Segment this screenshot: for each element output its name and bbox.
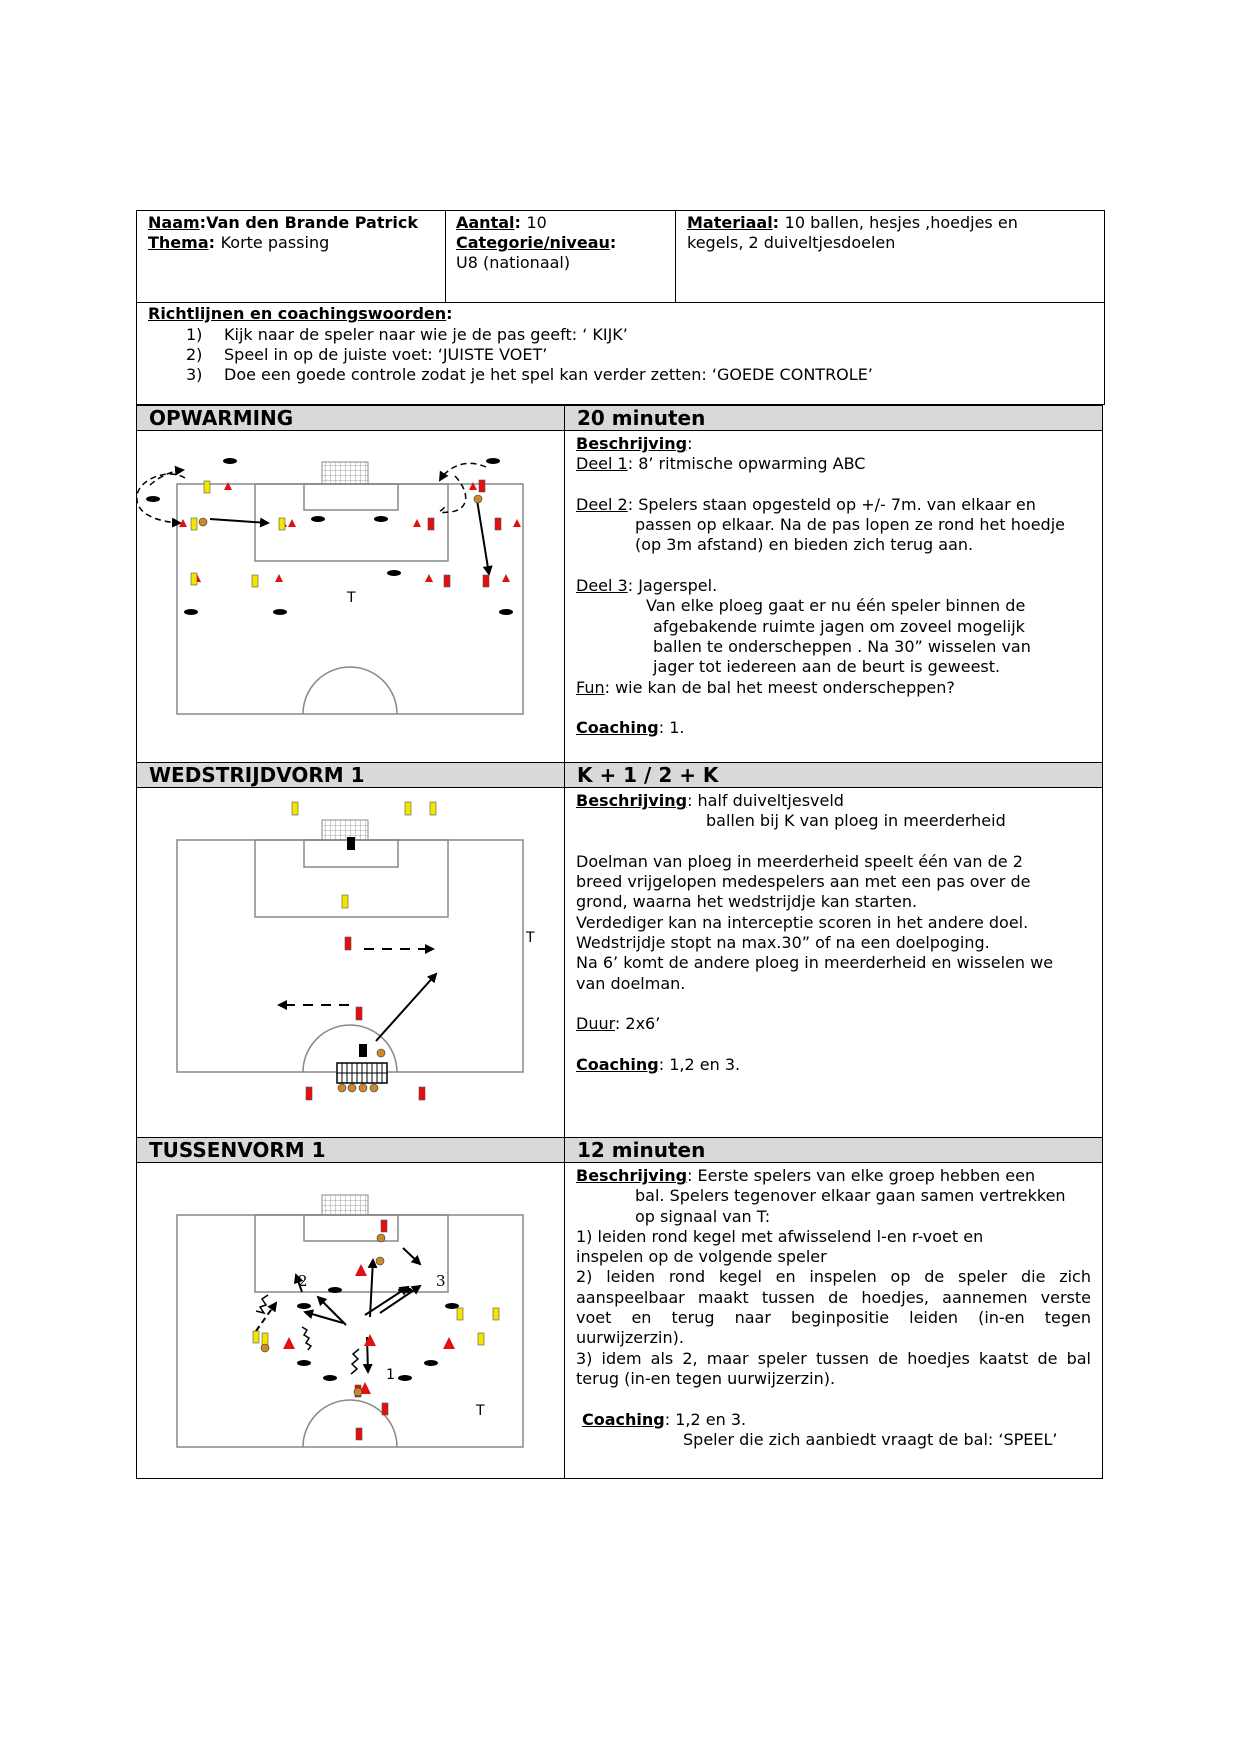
group-label-2: 2 [298, 1272, 308, 1290]
guidelines-title: Richtlijnen en coachingswoorden: [148, 304, 453, 323]
wedstrijdvorm-description: Beschrijving: half duiveltjesveld ballen bij K van ploeg in meerderheid Doelman van ploeg in meerderheid speelt één van de 2 breed vrijgelopen medespelers aan met een pas over de grond, waarna het wedstrijdje kan starten. Verdediger kan na interceptie scoren in het andere doel. Wedstrijdje stopt na max.30” of na een doelpoging. Na 6’ komt de andere ploeg in meerderheid en wisselen we van doelman. Duur: 2x6’ Coaching: 1,2 en 3. [576, 791, 1054, 1074]
naam-line: Naam:Van den Brande Patrick [148, 213, 418, 232]
center-arc [303, 667, 397, 714]
section-title-opwarming: OPWARMING [137, 406, 564, 431]
categorie-value: U8 (nationaal) [456, 253, 571, 272]
wedstrijdvorm-diagram [137, 789, 565, 1137]
goal-net [322, 462, 368, 484]
run-loop-right-top [440, 463, 486, 480]
tussenvorm-diagram [137, 1164, 565, 1478]
pass-arrow-2 [477, 500, 489, 574]
guideline-num-2: 2) [186, 345, 203, 364]
guideline-num-1: 1) [186, 325, 203, 344]
goal-net [322, 1195, 368, 1215]
red-players [355, 1220, 388, 1440]
section-format-wedstrijdvorm: K + 1 / 2 + K [565, 763, 1102, 788]
guideline-text-3: Doe een goede controle zodat je het spel kan verder zetten: ‘GOEDE CONTROLE’ [224, 365, 873, 384]
group-label-3: 3 [436, 1272, 446, 1290]
dribble-path-lower [351, 1349, 359, 1374]
pass-arrow [376, 974, 436, 1041]
red-players [428, 480, 501, 587]
dribble-path-left [256, 1295, 268, 1313]
section-title-wedstrijdvorm: WEDSTRIJDVORM 1 [137, 763, 564, 788]
cone-markers [179, 482, 521, 582]
pitch [177, 1215, 523, 1447]
yellow-players [191, 481, 285, 587]
section-title-tussenvorm: TUSSENVORM 1 [137, 1138, 564, 1163]
run-loop-left [137, 474, 185, 523]
guideline-text-1: Kijk naar de speler naar wie je de pas geeft: ‘ KIJK’ [224, 325, 628, 344]
pitch [177, 840, 523, 1072]
tussenvorm-description: Beschrijving: Eerste spelers van elke groep hebben een bal. Spelers tegenover elkaar gaan samen vertrekken op signaal van T: 1) leiden rond kegel met afwisselend l-en r-voet en inspelen op de volgende speler 2) leiden rond kegel en inspelen op de speler die zich aanspeelbaar maakt tussen de hoedjes, aannemen verste voet en terug naar beginpositie leiden (in-en tegen uurwijzerzin). 3) idem als 2, maar speler tussen de hoedjes kaatst de bal terug (in-en tegen uurwijzerzin). Coaching: 1,2 en 3. Speler die zich aanbiedt vraagt de bal: ‘SPEEL’ [576, 1166, 1091, 1449]
guideline-num-3: 3) [186, 365, 203, 384]
materiaal-line-2: kegels, 2 duiveltjesdoelen [687, 233, 896, 252]
dribble-path-mid [302, 1327, 311, 1350]
penalty-box [255, 1215, 448, 1292]
pass-arrow-h [370, 1260, 373, 1317]
aantal-line: Aantal: 10 [456, 213, 547, 232]
trainer-label: T [526, 930, 535, 946]
pass-arrow-a [403, 1248, 420, 1264]
categorie-line: Categorie/niveau: [456, 233, 617, 252]
goal-net-top [322, 820, 368, 840]
section-time-tussenvorm: 12 minuten [565, 1138, 1102, 1163]
trainer-label: T [476, 1403, 485, 1419]
group-label-1: 1 [386, 1367, 395, 1383]
guideline-text-2: Speel in op de juiste voet: ‘JUISTE VOET’ [224, 345, 548, 364]
run-loop-right [440, 476, 466, 513]
cone-markers [283, 1264, 455, 1394]
pass-arrow-i [256, 1303, 276, 1331]
goal-box [304, 484, 398, 510]
penalty-box [255, 840, 448, 917]
opwarming-description: Beschrijving: Deel 1: 8’ ritmische opwarming ABC Deel 2: Spelers staan opgesteld op +/- 7m. van elkaar en passen op elkaar. Na de pas lopen ze rond het hoedje (op 3m afstand) en bieden zich terug aan. Deel 3: Jagerspel. Van elke ploeg gaat er nu één speler binnen de afgebakende ruimte jagen om zoveel mogelijk ballen te onderscheppen . Na 30” wisselen van jager tot iedereen aan de beurt is geweest. Fun: wie kan de bal het meest onderscheppen? Coaching: 1. [576, 434, 1065, 738]
pass-arrow-1 [210, 519, 268, 523]
materiaal-line: Materiaal: 10 ballen, hesjes ,hoedjes en [687, 213, 1018, 232]
thema-line: Thema: Korte passing [148, 233, 330, 252]
opwarming-diagram [137, 432, 565, 762]
trainer-label: T [347, 590, 356, 606]
yellow-players [292, 802, 436, 908]
section-time-opwarming: 20 minuten [565, 406, 1102, 431]
